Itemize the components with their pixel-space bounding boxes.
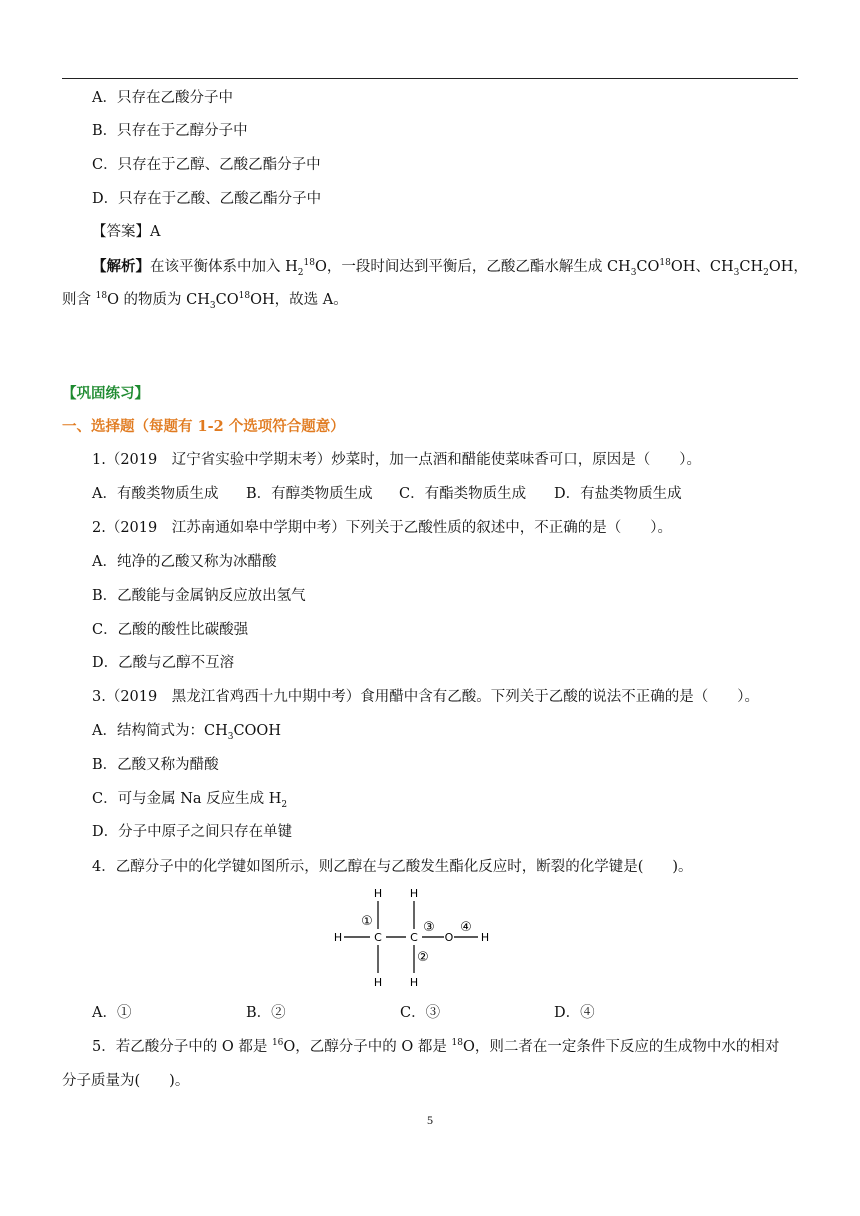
- q3-option-d: D．分子中原子之间只存在单键: [92, 824, 293, 840]
- analysis-line-1: [92, 257, 832, 277]
- prev-option-c: C．只存在于乙醇、乙酸乙酯分子中: [92, 157, 321, 173]
- analysis-text: O 的物质为 CH: [107, 292, 210, 308]
- superscript: 18: [238, 291, 251, 302]
- subscript: 2: [763, 267, 769, 278]
- superscript: 16: [271, 1038, 284, 1049]
- analysis-label: 【解析】: [92, 258, 150, 275]
- analysis-text: 则含: [62, 292, 96, 308]
- q4-option-b: B．②: [246, 1005, 286, 1021]
- q3-stem: 3.（2019 黑龙江省鸡西十九中期中考）食用醋中含有乙酸。下列关于乙酸的说法不正确的是（ ）。: [92, 689, 759, 705]
- q5-text: O，乙醇分子中的 O 都是: [283, 1039, 452, 1055]
- subscript: 2: [281, 799, 288, 810]
- q3-option-c: [92, 789, 832, 809]
- atom-h-top-left: H: [373, 887, 383, 900]
- atom-c-1: C: [374, 931, 382, 944]
- q5-text: 5．若乙酸分子中的 O 都是: [92, 1039, 272, 1055]
- atom-h-left: H: [333, 931, 343, 944]
- analysis-text: CH: [739, 259, 764, 275]
- atom-h-top-right: H: [409, 887, 419, 900]
- prev-option-a: A．只存在乙酸分子中: [92, 90, 233, 106]
- prev-option-d: D．只存在于乙酸、乙酸乙酯分子中: [92, 191, 322, 207]
- q3-option-c-text: C．可与金属 Na 反应生成 H: [92, 791, 282, 807]
- q2-option-d: D．乙酸与乙醇不互溶: [92, 655, 235, 671]
- q5-stem-line-2: 分子质量为( )。: [62, 1073, 190, 1089]
- q2-option-a: A．纯净的乙酸又称为冰醋酸: [92, 554, 277, 570]
- analysis-text: O，一段时间达到平衡后，乙酸乙酯水解生成 CH: [314, 259, 631, 275]
- q5-stem-line-1: [92, 1037, 832, 1057]
- q4-stem: 4．乙醇分子中的化学键如图所示，则乙醇在与乙酸发生酯化反应时，断裂的化学键是( )。: [92, 859, 693, 875]
- atom-h-hydroxyl: H: [480, 931, 490, 944]
- q5-text: O，则二者在一定条件下反应的生成物中水的相对: [462, 1039, 780, 1055]
- q4-option-c: C．③: [400, 1005, 441, 1021]
- q1-option-b: B．有醇类物质生成: [246, 486, 373, 502]
- section-subtitle: 一、选择题（每题有 1-2 个选项符合题意）: [62, 418, 345, 435]
- q4-option-a: A．①: [92, 1005, 132, 1021]
- superscript: 18: [451, 1038, 463, 1049]
- answer-value: A: [150, 224, 161, 240]
- q1-options: [92, 484, 712, 504]
- bond-label-4: ④: [460, 920, 472, 935]
- q3-option-a-text: COOH: [233, 723, 281, 739]
- bond-label-1: ①: [361, 914, 373, 929]
- analysis-text: CO: [636, 259, 660, 275]
- answer-line: [92, 222, 832, 242]
- page-number: 5: [427, 1113, 433, 1127]
- analysis-text: CO: [215, 292, 239, 308]
- q1-option-c: C．有酯类物质生成: [399, 486, 527, 502]
- analysis-text: 在该平衡体系中加入 H: [150, 259, 298, 275]
- subscript: 3: [630, 267, 637, 278]
- q3-option-b: B．乙酸又称为醋酸: [92, 757, 219, 773]
- ethanol-bond-diagram: [330, 885, 500, 990]
- analysis-line-2: [62, 290, 802, 310]
- q1-option-a: A．有酸类物质生成: [92, 486, 219, 502]
- q4-option-d: D．④: [554, 1005, 595, 1021]
- atom-o: O: [444, 931, 454, 944]
- subscript: 3: [733, 267, 740, 278]
- q2-option-c: C．乙酸的酸性比碳酸强: [92, 622, 249, 638]
- atom-h-bottom-right: H: [409, 976, 419, 989]
- section-title: 【巩固练习】: [62, 385, 149, 402]
- q4-options: [92, 1003, 712, 1023]
- superscript: 18: [95, 291, 108, 302]
- analysis-text: OH，: [768, 259, 808, 275]
- superscript: 18: [303, 258, 315, 269]
- q2-stem: 2.（2019 江苏南通如皋中学期中考）下列关于乙酸性质的叙述中，不正确的是（ ）。: [92, 520, 672, 536]
- q3-option-a: [92, 721, 832, 741]
- q2-option-b: B．乙酸能与金属钠反应放出氢气: [92, 588, 306, 604]
- analysis-text: OH、CH: [670, 259, 734, 275]
- q1-stem: 1.（2019 辽宁省实验中学期末考）炒菜时，加一点酒和醋能使菜味香可口，原因是（ ）。: [92, 452, 701, 468]
- atom-c-2: C: [410, 931, 418, 944]
- bond-label-2: ②: [417, 950, 429, 965]
- analysis-text: OH，故选 A。: [250, 292, 348, 308]
- header-rule: [62, 78, 798, 79]
- subscript: 2: [297, 267, 304, 278]
- subscript: 3: [227, 731, 234, 742]
- bond-label-3: ③: [423, 920, 435, 935]
- superscript: 18: [659, 258, 671, 269]
- subscript: 3: [209, 300, 216, 311]
- q3-option-a-text: A．结构简式为：CH: [92, 723, 228, 739]
- q1-option-d: D．有盐类物质生成: [554, 486, 682, 502]
- answer-label: 【答案】: [92, 224, 150, 240]
- prev-option-b: B．只存在于乙醇分子中: [92, 123, 248, 139]
- atom-h-bottom-left: H: [373, 976, 383, 989]
